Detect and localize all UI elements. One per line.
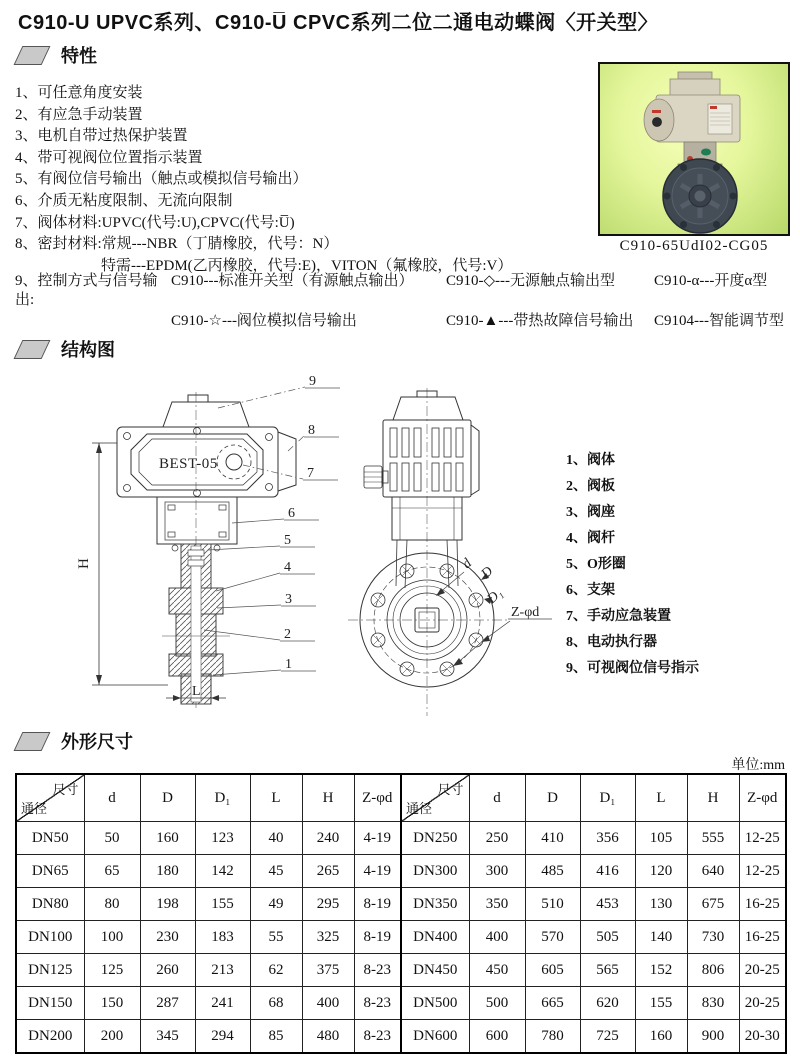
flange-d-label: d — [459, 556, 475, 572]
dim-value-cell: 8-23 — [354, 954, 401, 987]
dim-value-cell: 45 — [250, 855, 302, 888]
column-header: L — [250, 774, 302, 822]
part-item: 9、可视阀位信号指示 — [566, 661, 699, 676]
dim-value-cell: 806 — [687, 954, 739, 987]
part-item: 1、阀体 — [566, 453, 615, 468]
page-title: C910-U UPVC系列、C910-U̅ CPVC系列二位二通电动蝶阀〈开关型〉 — [18, 12, 659, 34]
callout-3: 3 — [285, 592, 292, 607]
dim-value-cell: 605 — [525, 954, 580, 987]
dim-value-cell: 287 — [140, 987, 195, 1020]
feature-item: 2、有应急手动装置 — [15, 106, 143, 123]
dim-value-cell: 160 — [140, 822, 195, 855]
control-mode: C910-☆---阀位模拟信号输出 — [171, 313, 357, 329]
dim-value-cell: 8-19 — [354, 921, 401, 954]
dim-l-label: L — [192, 684, 201, 699]
column-header: L — [635, 774, 687, 822]
dim-value-cell: 510 — [525, 888, 580, 921]
table-row — [16, 987, 786, 1020]
dim-value-cell: 450 — [469, 954, 525, 987]
dim-value-cell: 375 — [302, 954, 354, 987]
dim-value-cell: 20-30 — [739, 1020, 786, 1054]
dim-value-cell: 345 — [140, 1020, 195, 1054]
section-marker-icon — [14, 46, 51, 65]
callout-9: 9 — [309, 374, 316, 389]
dim-value-cell: 356 — [580, 822, 635, 855]
parts-list — [566, 448, 699, 682]
dim-value-cell: 80 — [84, 888, 140, 921]
dim-value-cell: 100 — [84, 921, 140, 954]
feature-item: 1、可任意角度安装 — [15, 85, 143, 101]
dim-value-cell: 20-25 — [739, 954, 786, 987]
dimensions-table-head — [16, 774, 786, 822]
control-mode: C910-◇---无源触点输出型 — [446, 273, 616, 289]
feature-item: 6、介质无粘度限制、无流向限制 — [15, 192, 233, 209]
dim-value-cell: 350 — [469, 888, 525, 921]
corner-header-cell: 尺寸 通径 — [16, 774, 84, 822]
section-marker-icon — [14, 340, 51, 359]
dim-value-cell: 12-25 — [739, 855, 786, 888]
dim-value-cell: 600 — [469, 1020, 525, 1054]
dn-cell: DN500 — [401, 987, 469, 1020]
dim-value-cell: 640 — [687, 855, 739, 888]
part-item: 6、支架 — [566, 583, 615, 598]
dn-cell: DN65 — [16, 855, 84, 888]
feature-item: 7、阀体材料:UPVC(代号:U),CPVC(代号:U̅) — [15, 214, 295, 231]
dim-value-cell: 570 — [525, 921, 580, 954]
dim-value-cell: 325 — [302, 921, 354, 954]
dim-value-cell: 120 — [635, 855, 687, 888]
column-header: d — [469, 774, 525, 822]
dim-value-cell: 160 — [635, 1020, 687, 1054]
dim-value-cell: 295 — [302, 888, 354, 921]
column-header: D₁ — [195, 774, 250, 822]
dim-value-cell: 213 — [195, 954, 250, 987]
product-photo-drawing — [600, 64, 788, 234]
dn-cell: DN600 — [401, 1020, 469, 1054]
dim-value-cell: 265 — [302, 855, 354, 888]
flange-zd-label: Z-φd — [511, 605, 540, 620]
dim-value-cell: 140 — [635, 921, 687, 954]
dim-value-cell: 730 — [687, 921, 739, 954]
product-photo — [598, 62, 790, 236]
feature-item: 特需---EPDM(乙丙橡胶，代号:E)，VITON（氟橡胶，代号:V） — [101, 257, 513, 274]
table-row — [16, 954, 786, 987]
dim-value-cell: 8-19 — [354, 888, 401, 921]
callout-5: 5 — [284, 533, 291, 548]
part-item: 2、阀板 — [566, 479, 615, 494]
callout-8: 8 — [308, 423, 315, 438]
control-mode: C910-▲---带热故障信号输出 — [446, 313, 634, 329]
dimensions-table — [15, 773, 787, 1054]
feature-item: 4、带可视阀位位置指示装置 — [15, 149, 203, 166]
dim-value-cell: 416 — [580, 855, 635, 888]
dim-value-cell: 155 — [195, 888, 250, 921]
dim-value-cell: 830 — [687, 987, 739, 1020]
table-row — [16, 822, 786, 855]
dim-value-cell: 180 — [140, 855, 195, 888]
dn-cell: DN80 — [16, 888, 84, 921]
unit-label: 单位:mm — [731, 758, 785, 773]
dim-value-cell: 485 — [525, 855, 580, 888]
dim-value-cell: 665 — [525, 987, 580, 1020]
dim-value-cell: 68 — [250, 987, 302, 1020]
dn-cell: DN200 — [16, 1020, 84, 1054]
dim-value-cell: 16-25 — [739, 921, 786, 954]
feature-item: 3、电机自带过热保护装置 — [15, 128, 188, 145]
dim-value-cell: 130 — [635, 888, 687, 921]
dn-cell: DN350 — [401, 888, 469, 921]
table-row — [16, 888, 786, 921]
dim-value-cell: 8-23 — [354, 1020, 401, 1054]
dn-cell: DN150 — [16, 987, 84, 1020]
spacer — [15, 312, 171, 331]
dim-value-cell: 241 — [195, 987, 250, 1020]
part-item: 7、手动应急装置 — [566, 609, 671, 624]
dim-value-cell: 780 — [525, 1020, 580, 1054]
dim-value-cell: 8-23 — [354, 987, 401, 1020]
dn-cell: DN400 — [401, 921, 469, 954]
control-mode: C9104---智能调节型 — [654, 313, 784, 329]
part-item: 8、电动执行器 — [566, 635, 657, 650]
dim-value-cell: 410 — [525, 822, 580, 855]
side-view — [348, 388, 508, 716]
dim-value-cell: 85 — [250, 1020, 302, 1054]
dim-value-cell: 150 — [84, 987, 140, 1020]
dim-value-cell: 565 — [580, 954, 635, 987]
section-marker-icon — [14, 732, 51, 751]
dim-value-cell: 294 — [195, 1020, 250, 1054]
dim-value-cell: 505 — [580, 921, 635, 954]
callout-1: 1 — [285, 657, 292, 672]
dim-value-cell: 240 — [302, 822, 354, 855]
dim-value-cell: 230 — [140, 921, 195, 954]
callout-6: 6 — [288, 506, 295, 521]
column-header: D₁ — [580, 774, 635, 822]
table-row — [16, 855, 786, 888]
product-model-caption: C910-65UdI02-CG05 — [619, 238, 769, 254]
dim-value-cell: 480 — [302, 1020, 354, 1054]
dim-value-cell: 62 — [250, 954, 302, 987]
dim-value-cell: 142 — [195, 855, 250, 888]
dim-value-cell: 725 — [580, 1020, 635, 1054]
dim-value-cell: 50 — [84, 822, 140, 855]
column-header: D — [525, 774, 580, 822]
dim-value-cell: 620 — [580, 987, 635, 1020]
dim-value-cell: 183 — [195, 921, 250, 954]
column-header: Z-φd — [354, 774, 401, 822]
part-item: 3、阀座 — [566, 505, 615, 520]
dim-value-cell: 4-19 — [354, 822, 401, 855]
feature-item: 8、密封材料:常规---NBR（丁腈橡胶，代号：N） — [15, 236, 339, 253]
features-section-header — [18, 42, 97, 68]
dim-value-cell: 400 — [469, 921, 525, 954]
dim-value-cell: 250 — [469, 822, 525, 855]
features-heading: 特性 — [61, 46, 97, 66]
dim-value-cell: 900 — [687, 1020, 739, 1054]
column-header: D — [140, 774, 195, 822]
callout-leaders — [204, 387, 340, 675]
dn-cell: DN50 — [16, 822, 84, 855]
dim-value-cell: 555 — [687, 822, 739, 855]
brand-label: BEST-05 — [159, 456, 218, 472]
control-mode: C910-α---开度α型 — [654, 273, 768, 289]
flange-D1-label: D₁ — [484, 585, 506, 607]
dim-value-cell: 260 — [140, 954, 195, 987]
structure-section-header — [18, 336, 115, 362]
dim-value-cell: 55 — [250, 921, 302, 954]
dim-value-cell: 198 — [140, 888, 195, 921]
dim-value-cell: 400 — [302, 987, 354, 1020]
dim-value-cell: 105 — [635, 822, 687, 855]
dim-value-cell: 16-25 — [739, 888, 786, 921]
control-mode: C910---标准开关型（有源触点输出） — [171, 273, 414, 289]
table-row — [16, 1020, 786, 1054]
control-output-block — [15, 272, 797, 331]
dim-value-cell: 300 — [469, 855, 525, 888]
column-header: Z-φd — [739, 774, 786, 822]
part-item: 5、O形圈 — [566, 557, 626, 572]
dimensions-table-body — [16, 822, 786, 1054]
control-output-label: 9、控制方式与信号输出: — [15, 273, 158, 308]
dn-cell: DN300 — [401, 855, 469, 888]
dimensions-heading: 外形尺寸 — [61, 732, 133, 752]
features-list — [15, 83, 590, 277]
dim-value-cell: 123 — [195, 822, 250, 855]
dn-cell: DN450 — [401, 954, 469, 987]
structure-heading: 结构图 — [61, 340, 115, 360]
dim-value-cell: 49 — [250, 888, 302, 921]
column-header: d — [84, 774, 140, 822]
dimension-H — [92, 443, 168, 685]
part-item: 4、阀杆 — [566, 531, 615, 546]
callout-4: 4 — [284, 560, 291, 575]
dim-value-cell: 155 — [635, 987, 687, 1020]
dim-value-cell: 20-25 — [739, 987, 786, 1020]
dim-value-cell: 4-19 — [354, 855, 401, 888]
column-header: H — [302, 774, 354, 822]
dn-cell: DN125 — [16, 954, 84, 987]
structure-diagram — [0, 368, 800, 732]
dn-cell: DN100 — [16, 921, 84, 954]
dim-value-cell: 152 — [635, 954, 687, 987]
column-header: H — [687, 774, 739, 822]
table-row — [16, 921, 786, 954]
dim-value-cell: 65 — [84, 855, 140, 888]
dim-value-cell: 125 — [84, 954, 140, 987]
dim-value-cell: 453 — [580, 888, 635, 921]
corner-header-cell: 尺寸 通径 — [401, 774, 469, 822]
dim-value-cell: 200 — [84, 1020, 140, 1054]
dimensions-section-header — [18, 728, 133, 754]
callout-7: 7 — [307, 466, 314, 481]
callout-2: 2 — [284, 627, 291, 642]
dim-value-cell: 12-25 — [739, 822, 786, 855]
dim-value-cell: 675 — [687, 888, 739, 921]
dim-value-cell: 500 — [469, 987, 525, 1020]
dn-cell: DN250 — [401, 822, 469, 855]
flange-D-label: D — [478, 564, 497, 582]
feature-item: 5、有阀位信号输出（触点或模拟信号输出） — [15, 171, 308, 188]
dim-h-label: H — [76, 558, 92, 569]
callout-numbers — [284, 374, 316, 672]
dim-value-cell: 40 — [250, 822, 302, 855]
